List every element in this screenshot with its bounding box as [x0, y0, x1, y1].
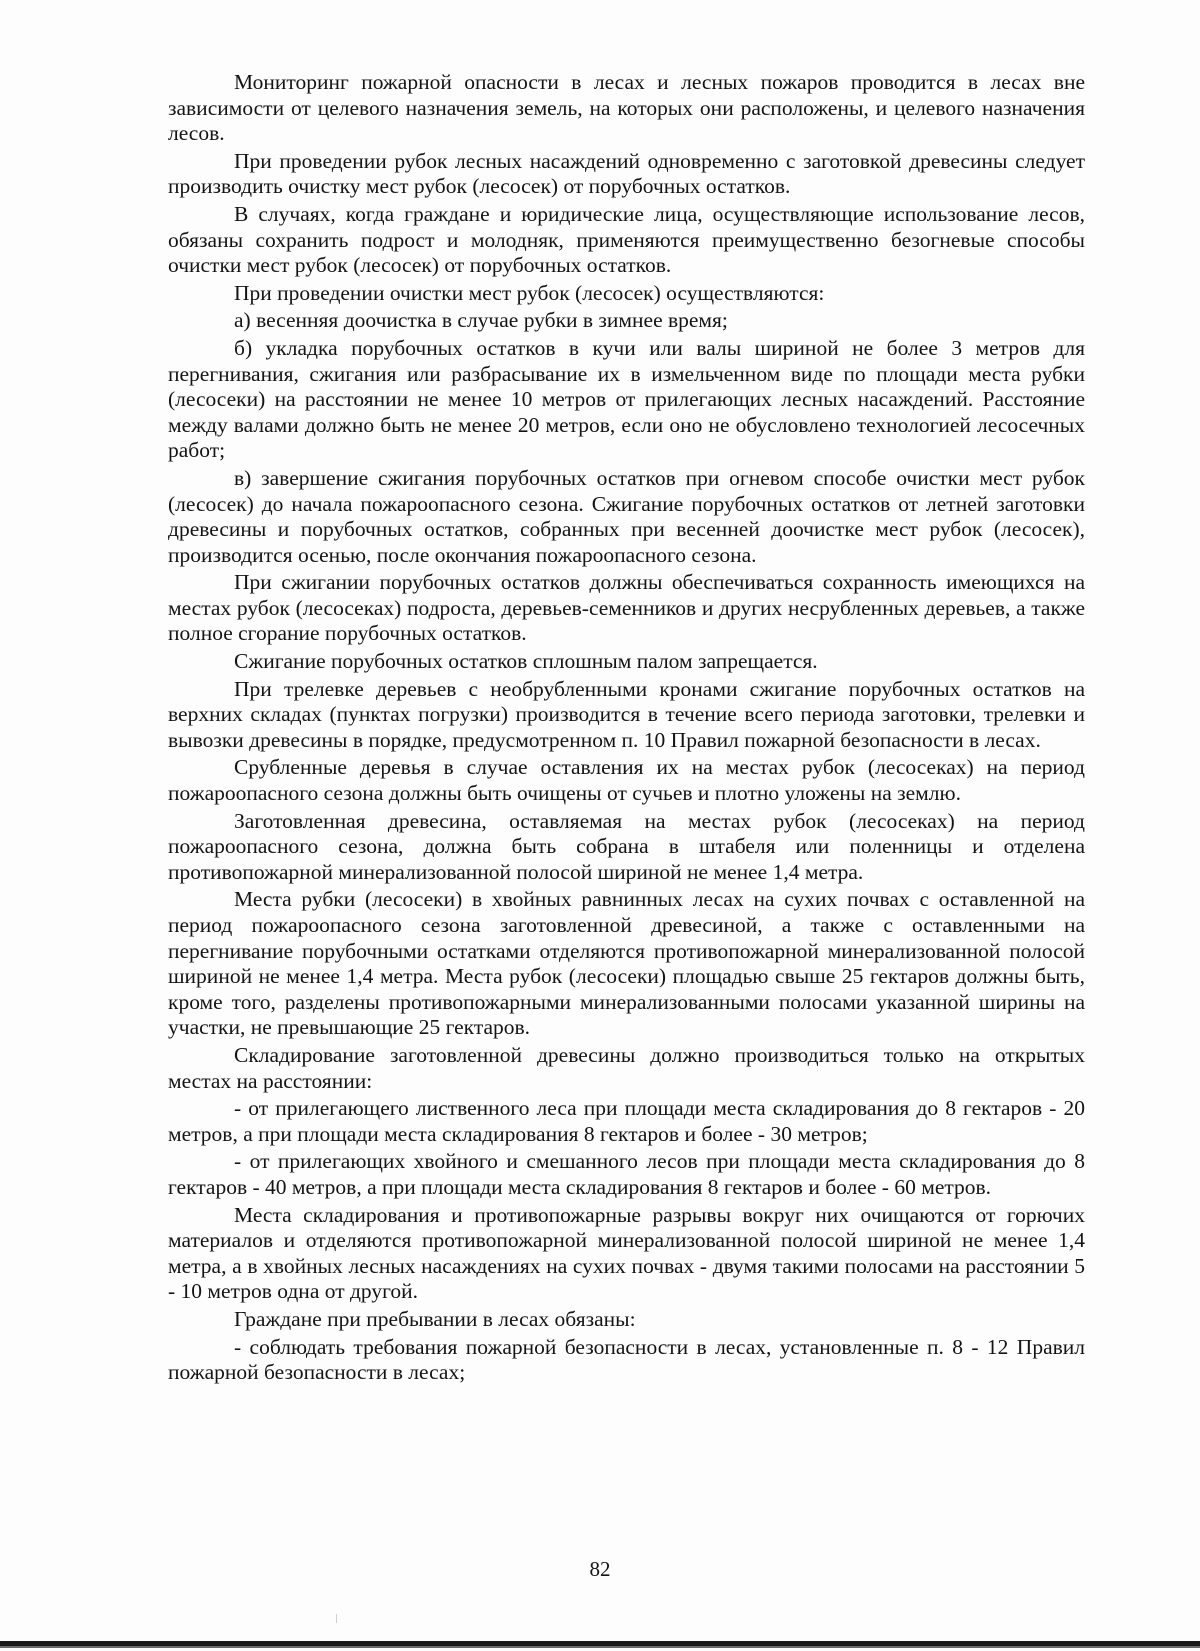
- paragraph: а) весенняя доочистка в случае рубки в зимнее время;: [234, 308, 728, 333]
- paragraph: При трелевке деревьев с необрубленными кронами сжигание порубочных остатков на верхних складах (пунктах погрузки) производится в течение всего периода заготовки, трелевки и вывозки древесины в порядке, предусмотренном п. 10 Правил пожарной безопасности в лесах.: [168, 676, 1085, 752]
- paragraph: Места рубки (лесосеки) в хвойных равнинных лесах на сухих почвах с оставленной на период пожароопасного сезона заготовленной древесиной, а также с оставленными на перегнивание порубочными остатками отделяются противопожарной минерализованной полосой шириной не менее 1,4 метра. Места рубок (лесосеки) площадью свыше 25 гектаров должны быть, кроме того, разделены противопожарными минерализованными полосами указанной ширины на участки, не превышающие 25 гектаров.: [168, 887, 1085, 1040]
- scan-bottom-edge-shadow: [0, 1646, 1200, 1648]
- paragraph: Мониторинг пожарной опасности в лесах и лесных пожаров проводится в лесах вне зависимости от целевого назначения земель, на которых они расположены, и целевого назначения лесов.: [168, 70, 1085, 146]
- paragraph: Срубленные деревья в случае оставления их на местах рубок (лесосеках) на период пожароопасного сезона должны быть очищены от сучьев и плотно уложены на землю.: [168, 755, 1085, 806]
- paragraph: - от прилегающих хвойного и смешанного лесов при площади места складирования до 8 гектаров - 40 метров, а при площади места складирования 8 гектаров и более - 60 метров.: [168, 1149, 1085, 1199]
- paragraph: Граждане при пребывании в лесах обязаны:: [234, 1306, 636, 1331]
- paragraph: Заготовленная древесина, оставляемая на местах рубок (лесосеках) на период пожароопасного сезона, должна быть собрана в штабеля или поленницы и отделена противопожарной минерализованной полосой шириной не менее 1,4 метра.: [168, 808, 1085, 884]
- paragraph: Места складирования и противопожарные разрывы вокруг них очищаются от горючих материалов и отделяются противопожарной минерализованной полосой шириной не менее 1,4 метра, а в хвойных лесных насаждениях на сухих почвах - двумя такими полосами на расстоянии 5 - 10 метров одна от другой.: [168, 1202, 1085, 1304]
- page-number: 82: [589, 1557, 611, 1581]
- paragraph: При проведении очистки мест рубок (лесосек) осуществляются:: [234, 280, 825, 305]
- paragraph: При сжигании порубочных остатков должны обеспечиваться сохранность имеющихся на местах рубок (лесосеках) подроста, деревьев-семенников и других несрубленных деревьев, а также полное сгорание порубочных остатков.: [168, 570, 1085, 646]
- paragraph: в) завершение сжигания порубочных остатков при огневом способе очистки мест рубок (лесосек) до начала пожароопасного сезона. Сжигание порубочных остатков от летней заготовки древесины и порубочных остатков, собранных при весенней доочистке мест рубок (лесосек), производится осенью, после окончания пожароопасного сезона.: [168, 465, 1085, 567]
- paragraph: При проведении рубок лесных насаждений одновременно с заготовкой древесины следует производить очистку мест рубок (лесосек) от порубочных остатков.: [168, 148, 1085, 199]
- paragraph: Складирование заготовленной древесины должно производиться только на открытых местах на расстоянии:: [168, 1042, 1085, 1093]
- paragraph: б) укладка порубочных остатков в кучи или валы шириной не более 3 метров для перегнивания, сжигания или разбрасывание их в измельченном виде по площади места рубки (лесосеки) на расстоянии не менее 10 метров от прилегающих лесных насаждений. Расстояние между валами должно быть не менее 20 метров, если оно не обусловлено технологией лесосечных работ;: [168, 335, 1085, 463]
- paragraph: - от прилегающего лиственного леса при площади места складирования до 8 гектаров - 20 метров, а при площади места складирования 8 гектаров и более - 30 метров;: [168, 1096, 1085, 1146]
- paragraph: Сжигание порубочных остатков сплошным палом запрещается.: [234, 649, 818, 674]
- paragraph: - соблюдать требования пожарной безопасности в лесах, установленные п. 8 - 12 Правил пожарной безопасности в лесах;: [168, 1334, 1085, 1385]
- body-text: [168, 70, 1085, 1388]
- paragraph: В случаях, когда граждане и юридические лица, осуществляющие использование лесов, обязаны сохранить подрост и молодняк, применяются преимущественно безогневые способы очистки мест рубок (лесосек) от порубочных остатков.: [168, 201, 1085, 278]
- scan-speck: [336, 1614, 337, 1623]
